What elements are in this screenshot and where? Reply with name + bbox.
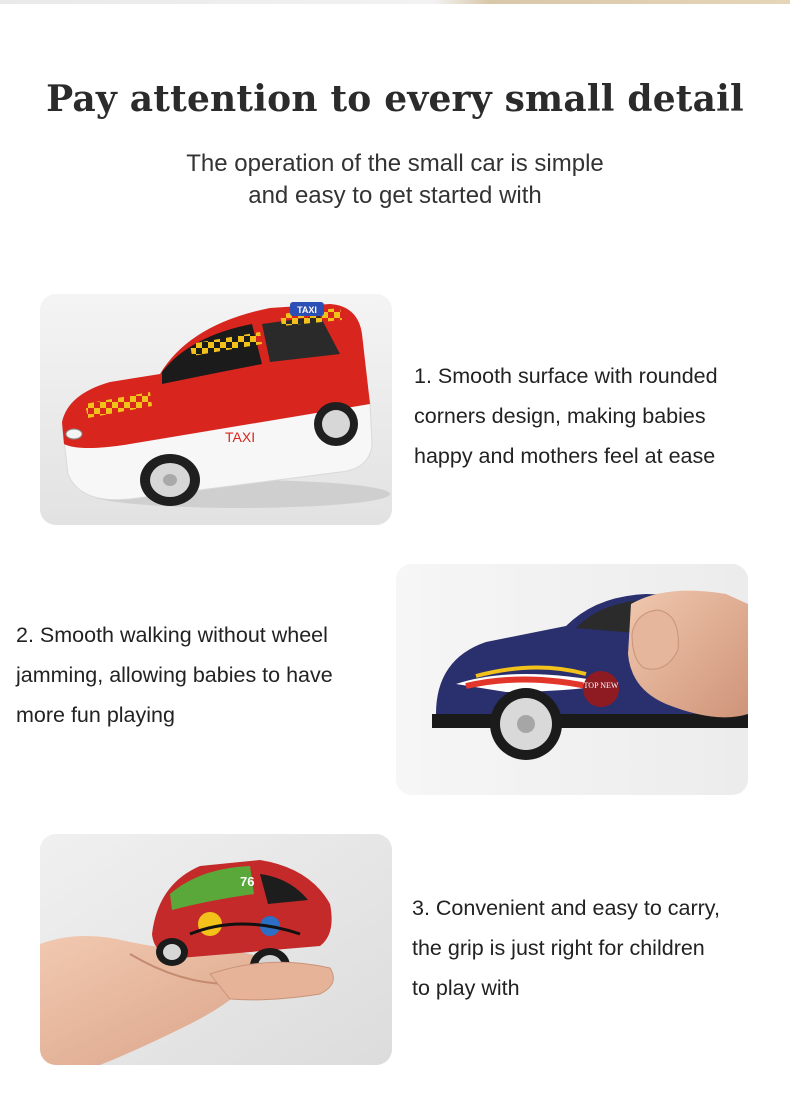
subtitle-line-1: The operation of the small car is simple [186,150,604,177]
subtitle-line-2: and easy to get started with [248,182,542,209]
taxi-side-label: TAXI [225,429,256,445]
taxi-car-illustration [40,294,392,525]
feature-1-text [414,356,718,476]
feature-1-line-2: corners design, making babies [414,404,706,428]
top-banner-strip [0,0,790,4]
hand-holding-car-photo [40,834,392,1065]
feature-1-line-3: happy and mothers feel at ease [414,444,716,468]
car-number-label: 76 [240,874,255,889]
top-new-badge: TOP NEW [583,681,619,690]
pushing-car-photo [396,564,748,795]
feature-2-line-2: jamming, allowing babies to have [16,663,333,687]
taxi-car-photo [40,294,392,525]
pushing-car-illustration [396,564,748,795]
feature-3-line-3: to play with [412,976,520,1000]
feature-1-line-1: 1. Smooth surface with rounded [414,364,718,388]
hand-holding-car-illustration [40,834,392,1065]
feature-2-text [16,615,333,735]
svg-text:TAXI: TAXI [297,305,317,315]
feature-3-text [412,888,720,1008]
page-subtitle [0,148,790,212]
feature-2-line-1: 2. Smooth walking without wheel [16,623,328,647]
feature-3-line-2: the grip is just right for children [412,936,705,960]
feature-2-line-3: more fun playing [16,703,175,727]
feature-3-line-1: 3. Convenient and easy to carry, [412,896,720,920]
page-title: Pay attention to every small detail [46,78,744,120]
